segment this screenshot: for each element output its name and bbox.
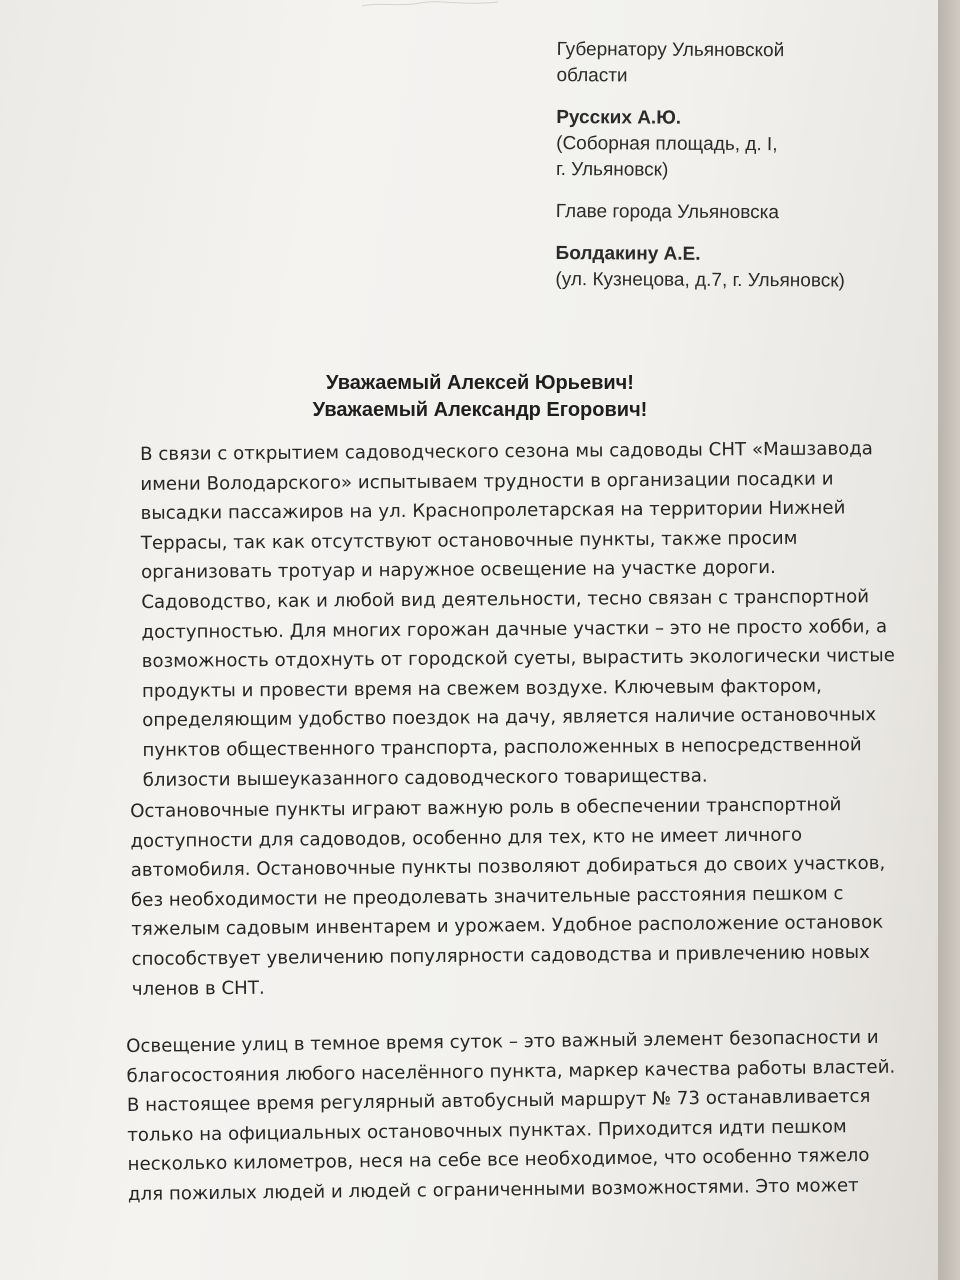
governor-title-line-1: Губернатору Ульяновской (556, 39, 785, 62)
text-line: организовать тротуар и наружное освещение на участке дороги. (140, 557, 776, 584)
text-line: без необходимости не преодолевать значительные расстояния пешком с (130, 882, 844, 911)
text-line: пунктов общественного транспорта, расположенных в непосредственной (142, 734, 862, 761)
text-line: Освещение улиц в темное время суток – это важный элемент безопасности и (126, 1026, 879, 1057)
governor-name: Русских А.Ю. (556, 107, 682, 129)
text-line: тяжелым садовым инвентарем и урожаем. Удобное расположение остановок (131, 912, 884, 941)
text-line: Остановочные пункты играют важную роль в обеспечении транспортной (130, 794, 842, 822)
text-line: благосостояния любого населённого пункта, маркер качества работы властей. (126, 1056, 896, 1087)
text-line: высадки пассажиров на ул. Краснопролетарская на территории Нижней (140, 497, 846, 525)
text-line: членов в СНТ. (131, 977, 265, 1000)
addressee-block (555, 37, 926, 311)
text-line: для пожилых людей и людей с ограниченными возможностями. Это может (127, 1175, 859, 1205)
background-surface (938, 0, 960, 1280)
text-line: несколько километров, неся на себе все необходимое, что особенно тяжело (127, 1145, 870, 1176)
text-line: продукты и провести время на свежем воздухе. Ключевым фактором, (141, 675, 822, 702)
mayor-title-line: Главе города Ульяновска (555, 201, 779, 224)
text-line: возможность отдохнуть от городской суеты, вырастить экологически чистые (141, 645, 895, 673)
greeting (200, 370, 760, 424)
text-line: способствует увеличению популярности садоводства и привлечению новых (131, 941, 870, 970)
text-line: доступности для садоводов, особенно для тех, кто не имеет личного (130, 824, 803, 852)
mayor-name: Болдакину А.Е. (555, 243, 701, 265)
mayor-recipient (555, 241, 925, 295)
greeting-line-1: Уважаемый Алексей Юрьевич! (326, 372, 634, 394)
mayor-title (556, 199, 926, 227)
paragraph-1 (140, 434, 896, 795)
faint-header-mark (360, 0, 500, 8)
text-line: Садоводство, как и любой вид деятельности, тесно связан с транспортной (141, 586, 870, 613)
text-line: имени Володарского» испытываем трудности в организации посадки и (140, 468, 834, 495)
greeting-line-2: Уважаемый Александр Егорович! (312, 399, 648, 421)
text-line: автомобиля. Остановочные пункты позволяют добираться до своих участков, (130, 852, 886, 882)
text-line: В настоящее время регулярный автобусный маршрут № 73 останавливается (126, 1086, 871, 1117)
text-line: определяющим удобство поездок на дачу, является наличие остановочных (142, 704, 877, 732)
text-line: В связи с открытием садоводческого сезона мы садоводы СНТ «Машзавода (140, 438, 873, 465)
text-line: только на официальных остановочных пунктах. Приходится идти пешком (127, 1115, 847, 1146)
governor-address-line-1: (Соборная площадь, д. I, (556, 133, 778, 156)
governor-title (556, 37, 926, 91)
paragraph-3 (126, 1023, 897, 1210)
governor-address-line-2: г. Ульяновск) (555, 159, 669, 181)
mayor-address: (ул. Кузнецова, д.7, г. Ульяновск) (555, 269, 845, 292)
governor-recipient (556, 105, 926, 185)
paragraph-2 (130, 790, 887, 1004)
governor-title-line-2: области (556, 65, 628, 87)
text-line: доступностью. Для многих горожан дачные участки – это не просто хобби, а (141, 615, 888, 643)
text-line: Террасы, так как отсутствуют остановочные пункты, также просим (140, 527, 798, 554)
text-line: близости вышеуказанного садоводческого товарищества. (142, 765, 708, 791)
